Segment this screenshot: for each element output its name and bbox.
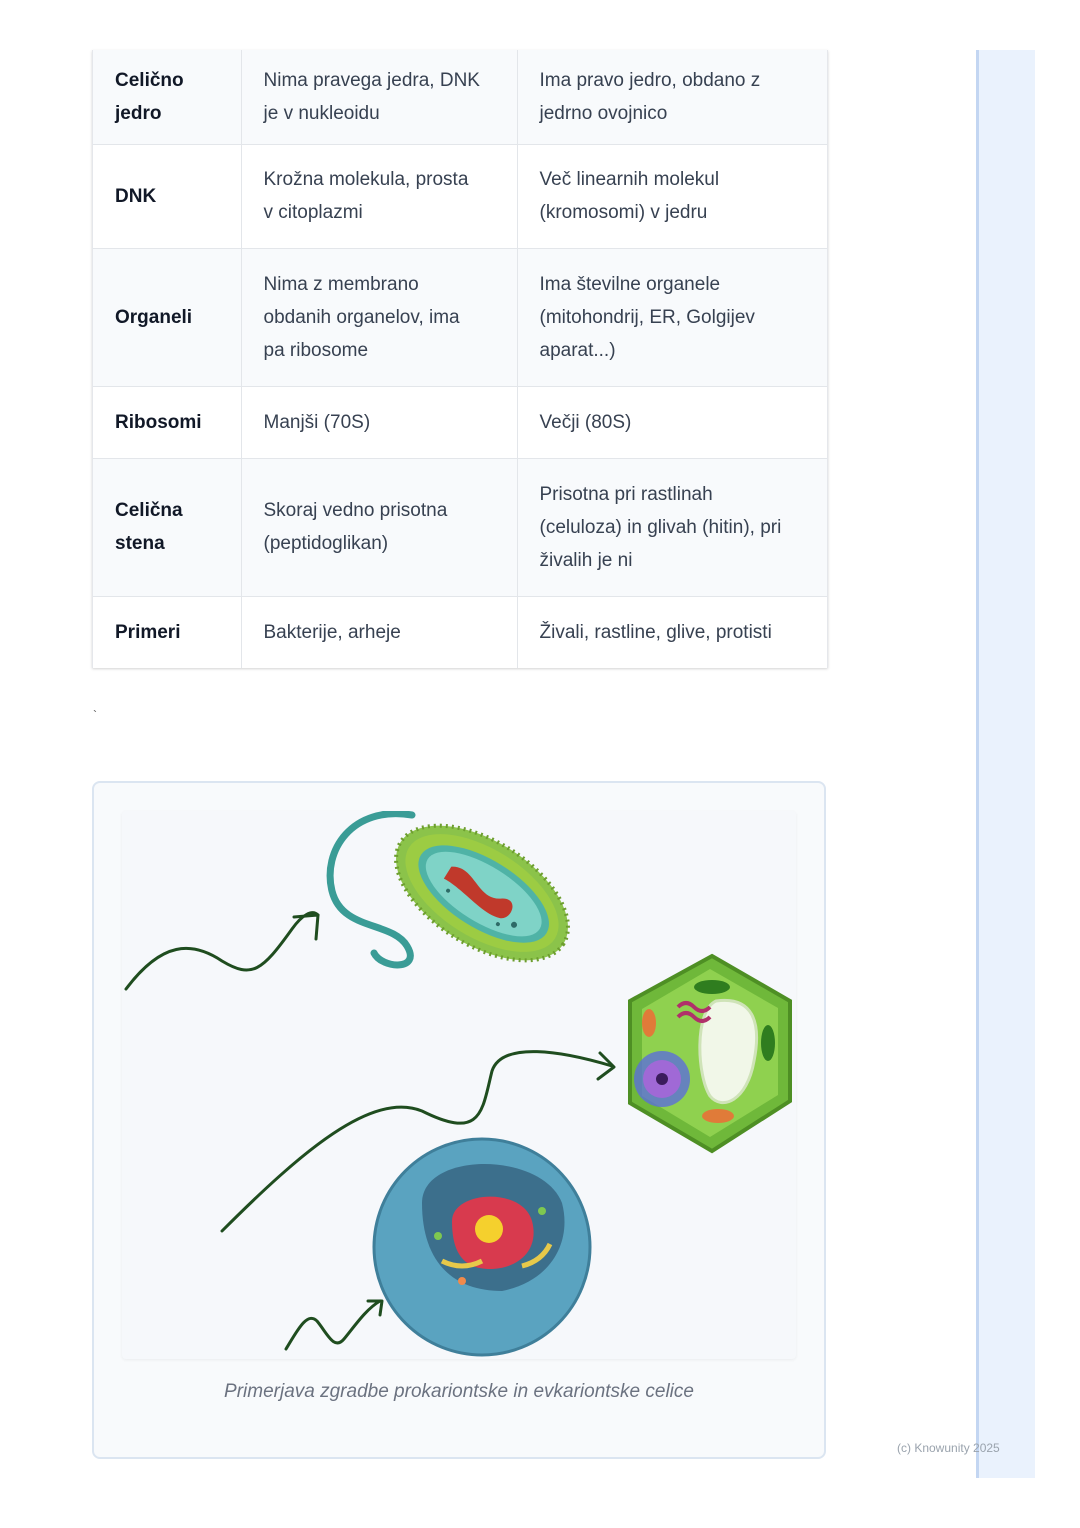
prokaryote-cell: Nima z membrano obdanih organelov, ima pa ribosome	[241, 248, 517, 386]
comparison-table	[92, 50, 828, 668]
animal-cell-illustration	[374, 1139, 590, 1355]
table-row	[93, 596, 827, 668]
eukaryote-cell: Večji (80S)	[517, 386, 827, 458]
plant-cell-illustration	[630, 956, 790, 1151]
bacterium-illustration	[330, 811, 591, 988]
eukaryote-cell: Ima pravo jedro, obdano z jedrno ovojnico	[517, 50, 827, 144]
prokaryote-cell: Manjši (70S)	[241, 386, 517, 458]
table-row	[93, 144, 827, 248]
row-label: Ribosomi	[93, 386, 241, 458]
row-label: Celično jedro	[93, 50, 241, 144]
figure-caption: Primerjava zgradbe prokariontske in evkariontske celice	[224, 1381, 694, 1402]
row-label: DNK	[93, 144, 241, 248]
eukaryote-cell: Več linearnih molekul (kromosomi) v jedru	[517, 144, 827, 248]
eukaryote-cell: Živali, rastline, glive, protisti	[517, 596, 827, 668]
prokaryote-cell: Skoraj vedno prisotna (peptidoglikan)	[241, 458, 517, 596]
row-label: Celična stena	[93, 458, 241, 596]
figure-image	[122, 811, 796, 1359]
table-row	[93, 386, 827, 458]
table-row	[93, 50, 827, 144]
side-panel	[976, 50, 1035, 1478]
table-row	[93, 458, 827, 596]
row-label: Organeli	[93, 248, 241, 386]
eukaryote-cell: Ima številne organele (mitohondrij, ER, Golgijev aparat...)	[517, 248, 827, 386]
stray-mark: `	[93, 708, 97, 722]
table-row	[93, 248, 827, 386]
row-label: Primeri	[93, 596, 241, 668]
copyright-text: (c) Knowunity 2025	[897, 1441, 1000, 1455]
prokaryote-cell: Nima pravega jedra, DNK je v nukleoidu	[241, 50, 517, 144]
prokaryote-cell: Bakterije, arheje	[241, 596, 517, 668]
eukaryote-cell: Prisotna pri rastlinah (celuloza) in glivah (hitin), pri živalih je ni	[517, 458, 827, 596]
prokaryote-cell: Krožna molekula, prosta v citoplazmi	[241, 144, 517, 248]
figure-card	[92, 781, 826, 1459]
